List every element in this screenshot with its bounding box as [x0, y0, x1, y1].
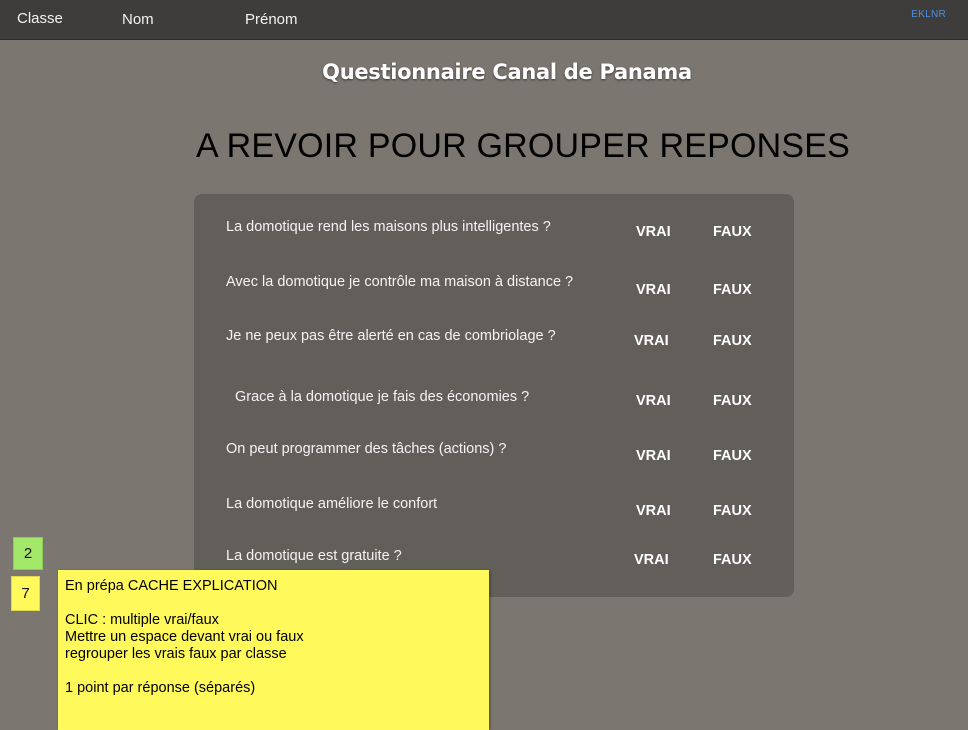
true-option[interactable]: VRAI: [636, 448, 671, 464]
question-text: Je ne peux pas être alerté en cas de combriolage ?: [226, 328, 556, 344]
true-option[interactable]: VRAI: [636, 224, 671, 240]
sticky-badge-yellow[interactable]: 7: [11, 576, 40, 611]
true-option[interactable]: VRAI: [636, 393, 671, 409]
false-option[interactable]: FAUX: [713, 282, 752, 298]
top-bar: [0, 0, 968, 40]
note-line: En prépa CACHE EXPLICATION: [65, 578, 278, 594]
name-field[interactable]: Nom: [122, 11, 154, 28]
question-text: La domotique améliore le confort: [226, 496, 438, 512]
class-field[interactable]: Classe: [17, 10, 63, 27]
question-text: Grace à la domotique je fais des économies ?: [235, 389, 530, 405]
sticky-note[interactable]: [58, 570, 489, 730]
false-option[interactable]: FAUX: [713, 552, 752, 568]
question-text: Avec la domotique je contrôle ma maison à distance ?: [226, 274, 574, 290]
false-option[interactable]: FAUX: [713, 333, 752, 349]
false-option[interactable]: FAUX: [713, 393, 752, 409]
note-line: CLIC : multiple vrai/faux: [65, 612, 219, 628]
question-text: On peut programmer des tâches (actions) ?: [226, 441, 507, 457]
false-option[interactable]: FAUX: [713, 448, 752, 464]
note-line: 1 point par réponse (séparés): [65, 680, 256, 696]
true-option[interactable]: VRAI: [636, 503, 671, 519]
false-option[interactable]: FAUX: [713, 224, 752, 240]
sticky-badge-green[interactable]: 2: [13, 537, 43, 570]
true-option[interactable]: VRAI: [636, 282, 671, 298]
false-option[interactable]: FAUX: [713, 503, 752, 519]
note-line: regrouper les vrais faux par classe: [65, 646, 287, 662]
true-option[interactable]: VRAI: [634, 333, 669, 349]
quiz-code-link[interactable]: EKLNR: [911, 9, 946, 20]
true-option[interactable]: VRAI: [634, 552, 669, 568]
note-line: Mettre un espace devant vrai ou faux: [65, 629, 304, 645]
question-text: La domotique est gratuite ?: [226, 548, 402, 564]
page-heading: A REVOIR POUR GROUPER REPONSES: [195, 127, 851, 165]
question-text: La domotique rend les maisons plus intelligentes ?: [226, 219, 551, 235]
quiz-title: Questionnaire Canal de Panama: [322, 60, 692, 84]
first-name-field[interactable]: Prénom: [245, 11, 298, 28]
